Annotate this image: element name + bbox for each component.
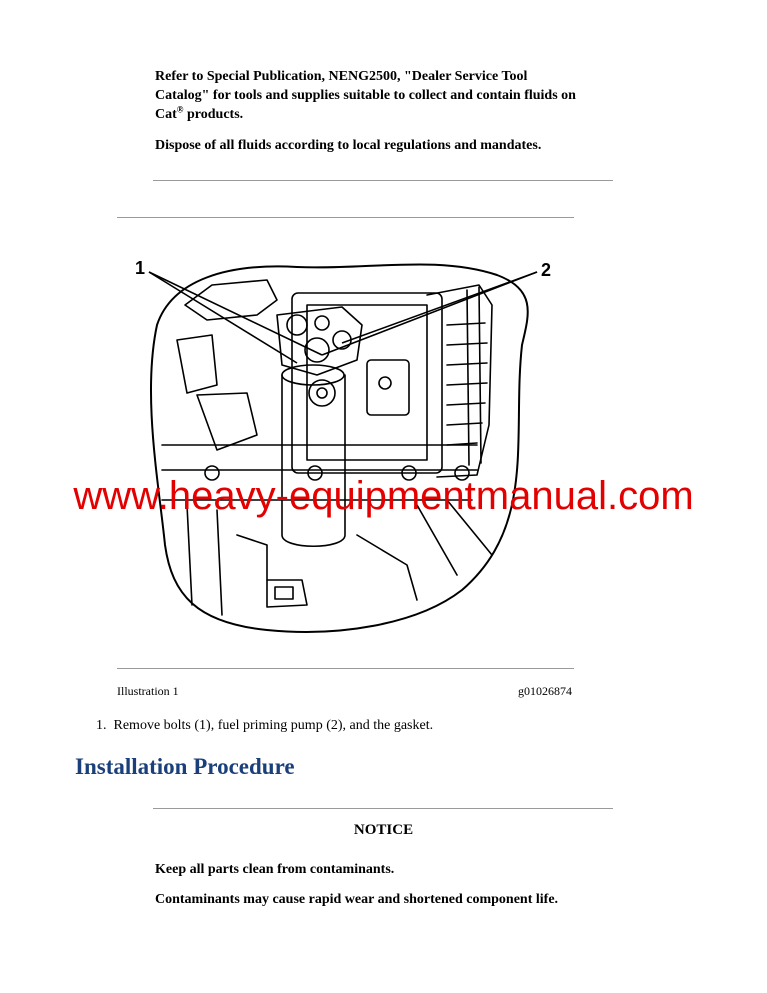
notice-title: NOTICE [353,822,414,838]
illustration-id: g01026874 [518,684,572,698]
illustration-caption: Illustration 1 [117,684,179,698]
callout-1-label: 1 [135,258,146,278]
top-divider [153,180,613,181]
dispose-fluids-text: Dispose of all fluids according to local regulations and mandates. [155,138,542,153]
callout-2-label: 2 [541,260,552,280]
intro-line-2: Catalog" for tools and supplies suitable to collect and contain fluids on [155,88,576,103]
notice-line-1: Keep all parts clean from contaminants. [155,862,395,877]
intro-line-3-end: products. [183,107,244,122]
figure-top-divider [117,217,574,218]
registered-mark: ® [176,104,184,115]
intro-line-3 [155,105,625,124]
step-1 [96,718,433,734]
watermark-url: www.heavy-equipmentmanual.com [73,474,694,518]
intro-line-1: Refer to Special Publication, NENG2500, "Dealer Service Tool [155,69,528,84]
figure-bottom-divider [117,668,574,669]
intro-line-3-start: Cat [155,107,177,122]
section-heading: Installation Procedure [75,754,295,779]
tool-catalog-reference [155,67,625,124]
step-number: 1. [96,718,107,733]
notice-divider [153,808,613,809]
notice-line-2: Contaminants may cause rapid wear and shortened component life. [155,892,559,907]
step-text: Remove bolts (1), fuel priming pump (2), and the gasket. [113,718,434,733]
fuel-priming-pump-illustration [117,245,574,640]
